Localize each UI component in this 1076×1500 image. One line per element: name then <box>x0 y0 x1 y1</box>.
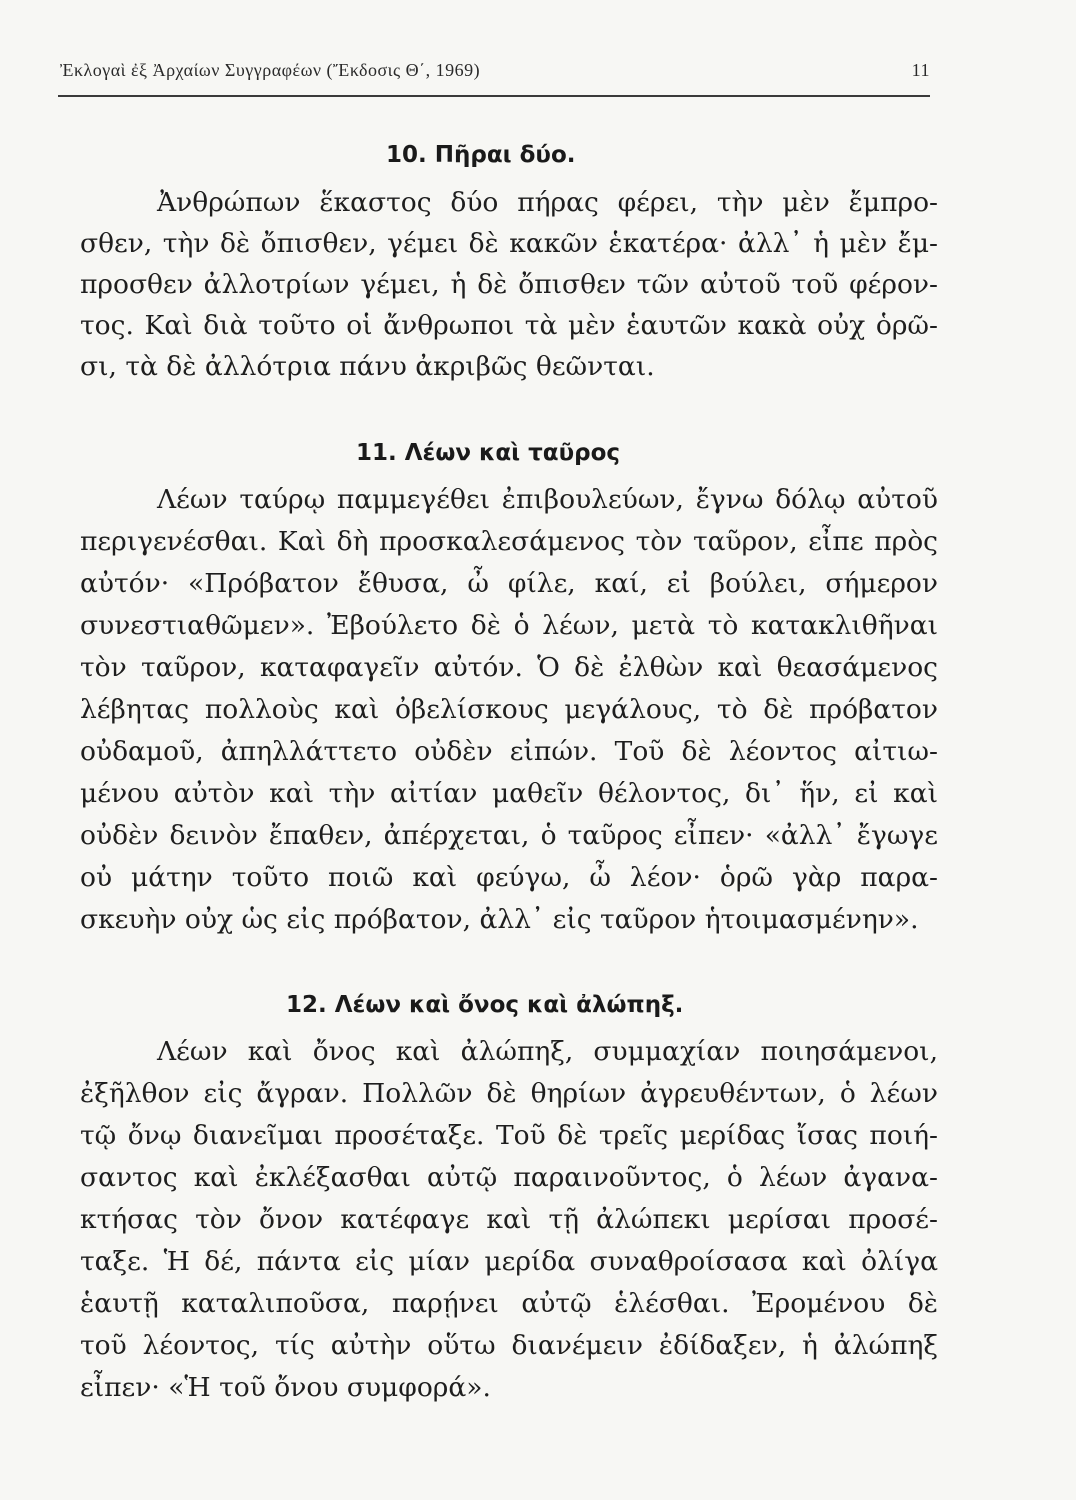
text-line: τῷ ὄνῳ διανεῖμαι προσέταξε. Τοῦ δὲ τρεῖς μερίδας ἴσας ποιή- <box>80 1120 938 1151</box>
text-line: λέβητας πολλοὺς καὶ ὀβελίσκους μεγάλους, τὸ δὲ πρόβατον <box>80 694 938 725</box>
text-line: συνεστιαθῶμεν». Ἐβούλετο δὲ ὁ λέων, μετὰ τὸ κατακλιθῆναι <box>80 610 938 641</box>
section-heading-12: 12. Λέων καὶ ὄνος καὶ ἀλώπηξ. <box>286 992 684 1018</box>
text-line: ταξε. Ἡ δέ, πάντα εἰς μίαν μερίδα συναθροίσασα καὶ ὀλίγα <box>80 1246 938 1277</box>
page-number: 11 <box>911 60 930 80</box>
header-rule <box>58 95 930 97</box>
section-heading-10: 10. Πῆραι δύο. <box>386 142 576 168</box>
text-line: σι, τὰ δὲ ἀλλότρια πάνυ ἀκριβῶς θεῶνται. <box>80 351 655 382</box>
text-line: Ἀνθρώπων ἕκαστος δύο πήρας φέρει, τὴν μὲν ἔμπρο- <box>157 187 938 218</box>
text-line: σαντος καὶ ἐκλέξασθαι αὐτῷ παραινοῦντος, ὁ λέων ἀγανα- <box>80 1162 938 1193</box>
text-line: ἑαυτῇ καταλιποῦσα, παρῄνει αὐτῷ ἑλέσθαι. Ἐρομένου δὲ <box>80 1288 938 1319</box>
text-line: οὐ μάτην τοῦτο ποιῶ καὶ φεύγω, ὦ λέον· ὁρῶ γὰρ παρα- <box>80 862 938 893</box>
text-line: ἐξῆλθον εἰς ἄγραν. Πολλῶν δὲ θηρίων ἀγρευθέντων, ὁ λέων <box>80 1078 938 1109</box>
running-title: Ἐκλογαὶ ἐξ Ἀρχαίων Συγγραφέων (Ἔκδοσις Θ΄, 1969) <box>60 60 481 80</box>
text-line: οὐδαμοῦ, ἀπηλλάττετο οὐδὲν εἰπών. Τοῦ δὲ λέοντος αἰτιω- <box>80 736 938 767</box>
section-heading-11: 11. Λέων καὶ ταῦρος <box>356 440 621 466</box>
text-line: κτήσας τὸν ὄνον κατέφαγε καὶ τῇ ἀλώπεκι μερίσαι προσέ- <box>80 1204 938 1235</box>
text-line: προσθεν ἀλλοτρίων γέμει, ἡ δὲ ὄπισθεν τῶν αὐτοῦ τοῦ φέρον- <box>80 269 938 300</box>
text-line: τοῦ λέοντος, τίς αὐτὴν οὕτω διανέμειν ἐδίδαξεν, ἡ ἀλώπηξ <box>80 1330 938 1361</box>
running-header <box>60 60 930 81</box>
text-line: μένου αὐτὸν καὶ τὴν αἰτίαν μαθεῖν θέλοντος, δι᾽ ἥν, εἰ καὶ <box>80 778 938 809</box>
text-line: εἶπεν· «Ἡ τοῦ ὄνου συμφορά». <box>80 1372 491 1403</box>
text-line: σθεν, τὴν δὲ ὄπισθεν, γέμει δὲ κακῶν ἑκατέρα· ἀλλ᾽ ἡ μὲν ἔμ- <box>80 228 938 259</box>
text-line: τος. Καὶ διὰ τοῦτο οἱ ἄνθρωποι τὰ μὲν ἑαυτῶν κακὰ οὐχ ὁρῶ- <box>80 310 938 341</box>
text-line: Λέων ταύρῳ παμμεγέθει ἐπιβουλεύων, ἔγνω δόλῳ αὐτοῦ <box>157 484 938 515</box>
text-line: Λέων καὶ ὄνος καὶ ἀλώπηξ, συμμαχίαν ποιησάμενοι, <box>157 1036 938 1067</box>
text-line: αὐτόν· «Πρόβατον ἔθυσα, ὦ φίλε, καί, εἰ βούλει, σήμερον <box>80 568 938 599</box>
text-line: περιγενέσθαι. Καὶ δὴ προσκαλεσάμενος τὸν ταῦρον, εἶπε πρὸς <box>80 526 938 557</box>
text-line: τὸν ταῦρον, καταφαγεῖν αὐτόν. Ὁ δὲ ἐλθὼν καὶ θεασάμενος <box>80 652 938 683</box>
text-line: σκευὴν οὐχ ὡς εἰς πρόβατον, ἀλλ᾽ εἰς ταῦρον ἡτοιμασμένην». <box>80 904 919 935</box>
text-line: οὐδὲν δεινὸν ἔπαθεν, ἀπέρχεται, ὁ ταῦρος εἶπεν· «ἀλλ᾽ ἔγωγε <box>80 820 938 851</box>
